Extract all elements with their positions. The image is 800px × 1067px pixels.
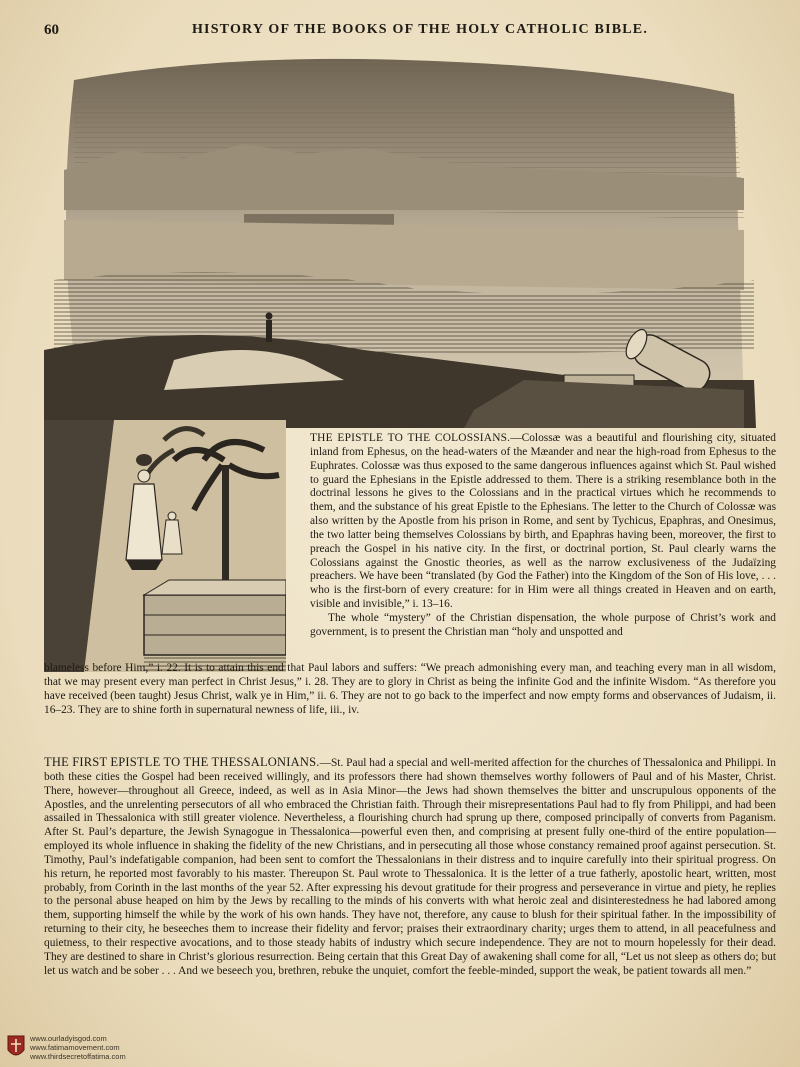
colossians-paragraph-2-start: The whole “mystery” of the Christian dispensation, the whole purpose of Christ’s work and government, is to present the Christian man “holy and unspotted and <box>310 611 776 638</box>
thessalonians-section <box>44 756 776 979</box>
running-head: HISTORY OF THE BOOKS OF THE HOLY CATHOLIC BIBLE. <box>191 22 649 37</box>
thessalonians-body: —St. Paul had a special and well-merited affection for the churches of Thessalonica and Philippi. In both these cities the Gospel had been received willingly, and its professors there had shown themselves worthy followers of Paul and of his Master, Christ. There, however—throughout all Greece, indeed, as well as in Asia Minor—the Jews had shown themselves the bitter and unscrupulous opponents of the Apostles, and the unrelenting persecutors of all who embraced the Christian faith. Through their misrepresentations Paul had to fly from Philippi, and had been assailed in Thessalonica with still greater violence. Nevertheless, a flourishing church had sprung up there, composed principally of converts from Paganism. After St. Paul’s departure, the Jewish Synagogue in Thessalonica—powerful even then, and comprising at present fully one-third of the entire population—employed its whole influence in shaking the fidelity of the new Christians, and in persecuting all those whose constancy remained proof against persecution. St. Timothy, Paul’s indefatigable companion, had been sent to comfort the Thessalonians in their distress and to inquire carefully into their spiritual progress. On his return, he reported most favorably to his master. Thereupon St. Paul wrote to Thessalonica. It is the letter of a true fatherly, apostolic heart, written, most probably, from Corinth in the last months of the year 52. After expressing his devout gratitude for their progress and perseverance in virtue and piety, he replies to the personal abuse heaped on him by the Jews by recalling to the minds of his converts with what heroic zeal and disinterestedness he had labored among them, supporting himself the while by the work of his own hands. They have not, therefore, any cause to blush for their spiritual father. In the impossibility of returning to their city, he beseeches them to increase their fidelity and fervor; praises their extraordinary charity; urges them to attend, in all peacefulness and quietness, to their respective avocations, and to those steady habits of industry which secure independence. They are not to mourn hopelessly for their dead. They are destined to share in Christ’s glorious resurrection. Being certain that this Great Day of awakening shall come for all, “Let us not sleep as others do; but let us watch and be sober . . . And we beseech you, brethren, rebuke the unquiet, comfort the feeble-minded, support the weak, be patient towards all men.” <box>44 757 776 977</box>
colossians-body: —Colossæ was a beautiful and flourishing city, situated inland from Ephesus, on the head-waters of the Mæander and near the high-road from Ephesus to the Euphrates. Colossæ was thus exposed to the same dangerous influences against which St. Paul wished to guard the Ephesians in the Epistle addressed to them. There is a striking resemblance both in the doctrinal lessons he gives to the Colossians and in the practical virtues which he recommends to them, and the substance of his great Epistle to the Ephesians. The letter to the Church of Colossæ was also written by the Apostle from his prison in Rome, and sent by Tychicus, Epaphras, and Onesimus, the two latter being themselves Colossians by birth, and Epaphras having been, moreover, the first to preach the Gospel in his native city. In the first, or doctrinal portion, St. Paul clearly warns the Colossians against the Gnostic theories, as well as the narrow exclusiveness of the Judaïzing preachers. We have been “translated (by God the Father) into the Kingdom of the Son of His love, . . . who is the first-born of every creature: for in Him were all things created in Heaven and on earth, visible and invisible,” i. 13–16. <box>310 432 777 611</box>
footer-urls <box>30 1034 126 1061</box>
page-number: 60 <box>44 22 59 38</box>
colossians-paragraph-1 <box>310 432 776 612</box>
palm-figures-engraving <box>44 420 286 672</box>
thessalonians-paragraph <box>44 756 776 979</box>
thessalonians-heading: THE FIRST EPISTLE TO THE THESSALONIANS. <box>44 755 320 769</box>
colossians-paragraph-2-end: blameless before Him,” i. 22. It is to attain this end that Paul labors and suffers: “We preach admonishing every man, and teaching every man in all wisdom, that we may present every man perfect in Christ Jesus,” i. 28. They are to glory in Christ as being the infinite God and the infinite Wisdom. “As therefore you have received (been taught) Jesus Christ, walk ye in Him,” ii. 6. They are not to go back to the imperfect and now empty forms and observances of Judaism, ii. 16–23. They are to shine forth in supernatural newness of life, iii., iv. <box>44 662 776 716</box>
colossians-continuation <box>44 662 776 717</box>
colossians-heading: THE EPISTLE TO THE COLOSSIANS. <box>310 432 511 444</box>
footer-url-2[interactable]: www.fatimamovement.com <box>30 1043 120 1052</box>
seal-icon <box>6 1034 26 1060</box>
footer-url-1[interactable]: www.ourladyisgod.com <box>30 1034 107 1043</box>
colossians-section-inset <box>310 432 776 640</box>
footer-url-3[interactable]: www.thirdsecretoffatima.com <box>30 1052 126 1061</box>
colossae-landscape-engraving <box>44 50 756 428</box>
